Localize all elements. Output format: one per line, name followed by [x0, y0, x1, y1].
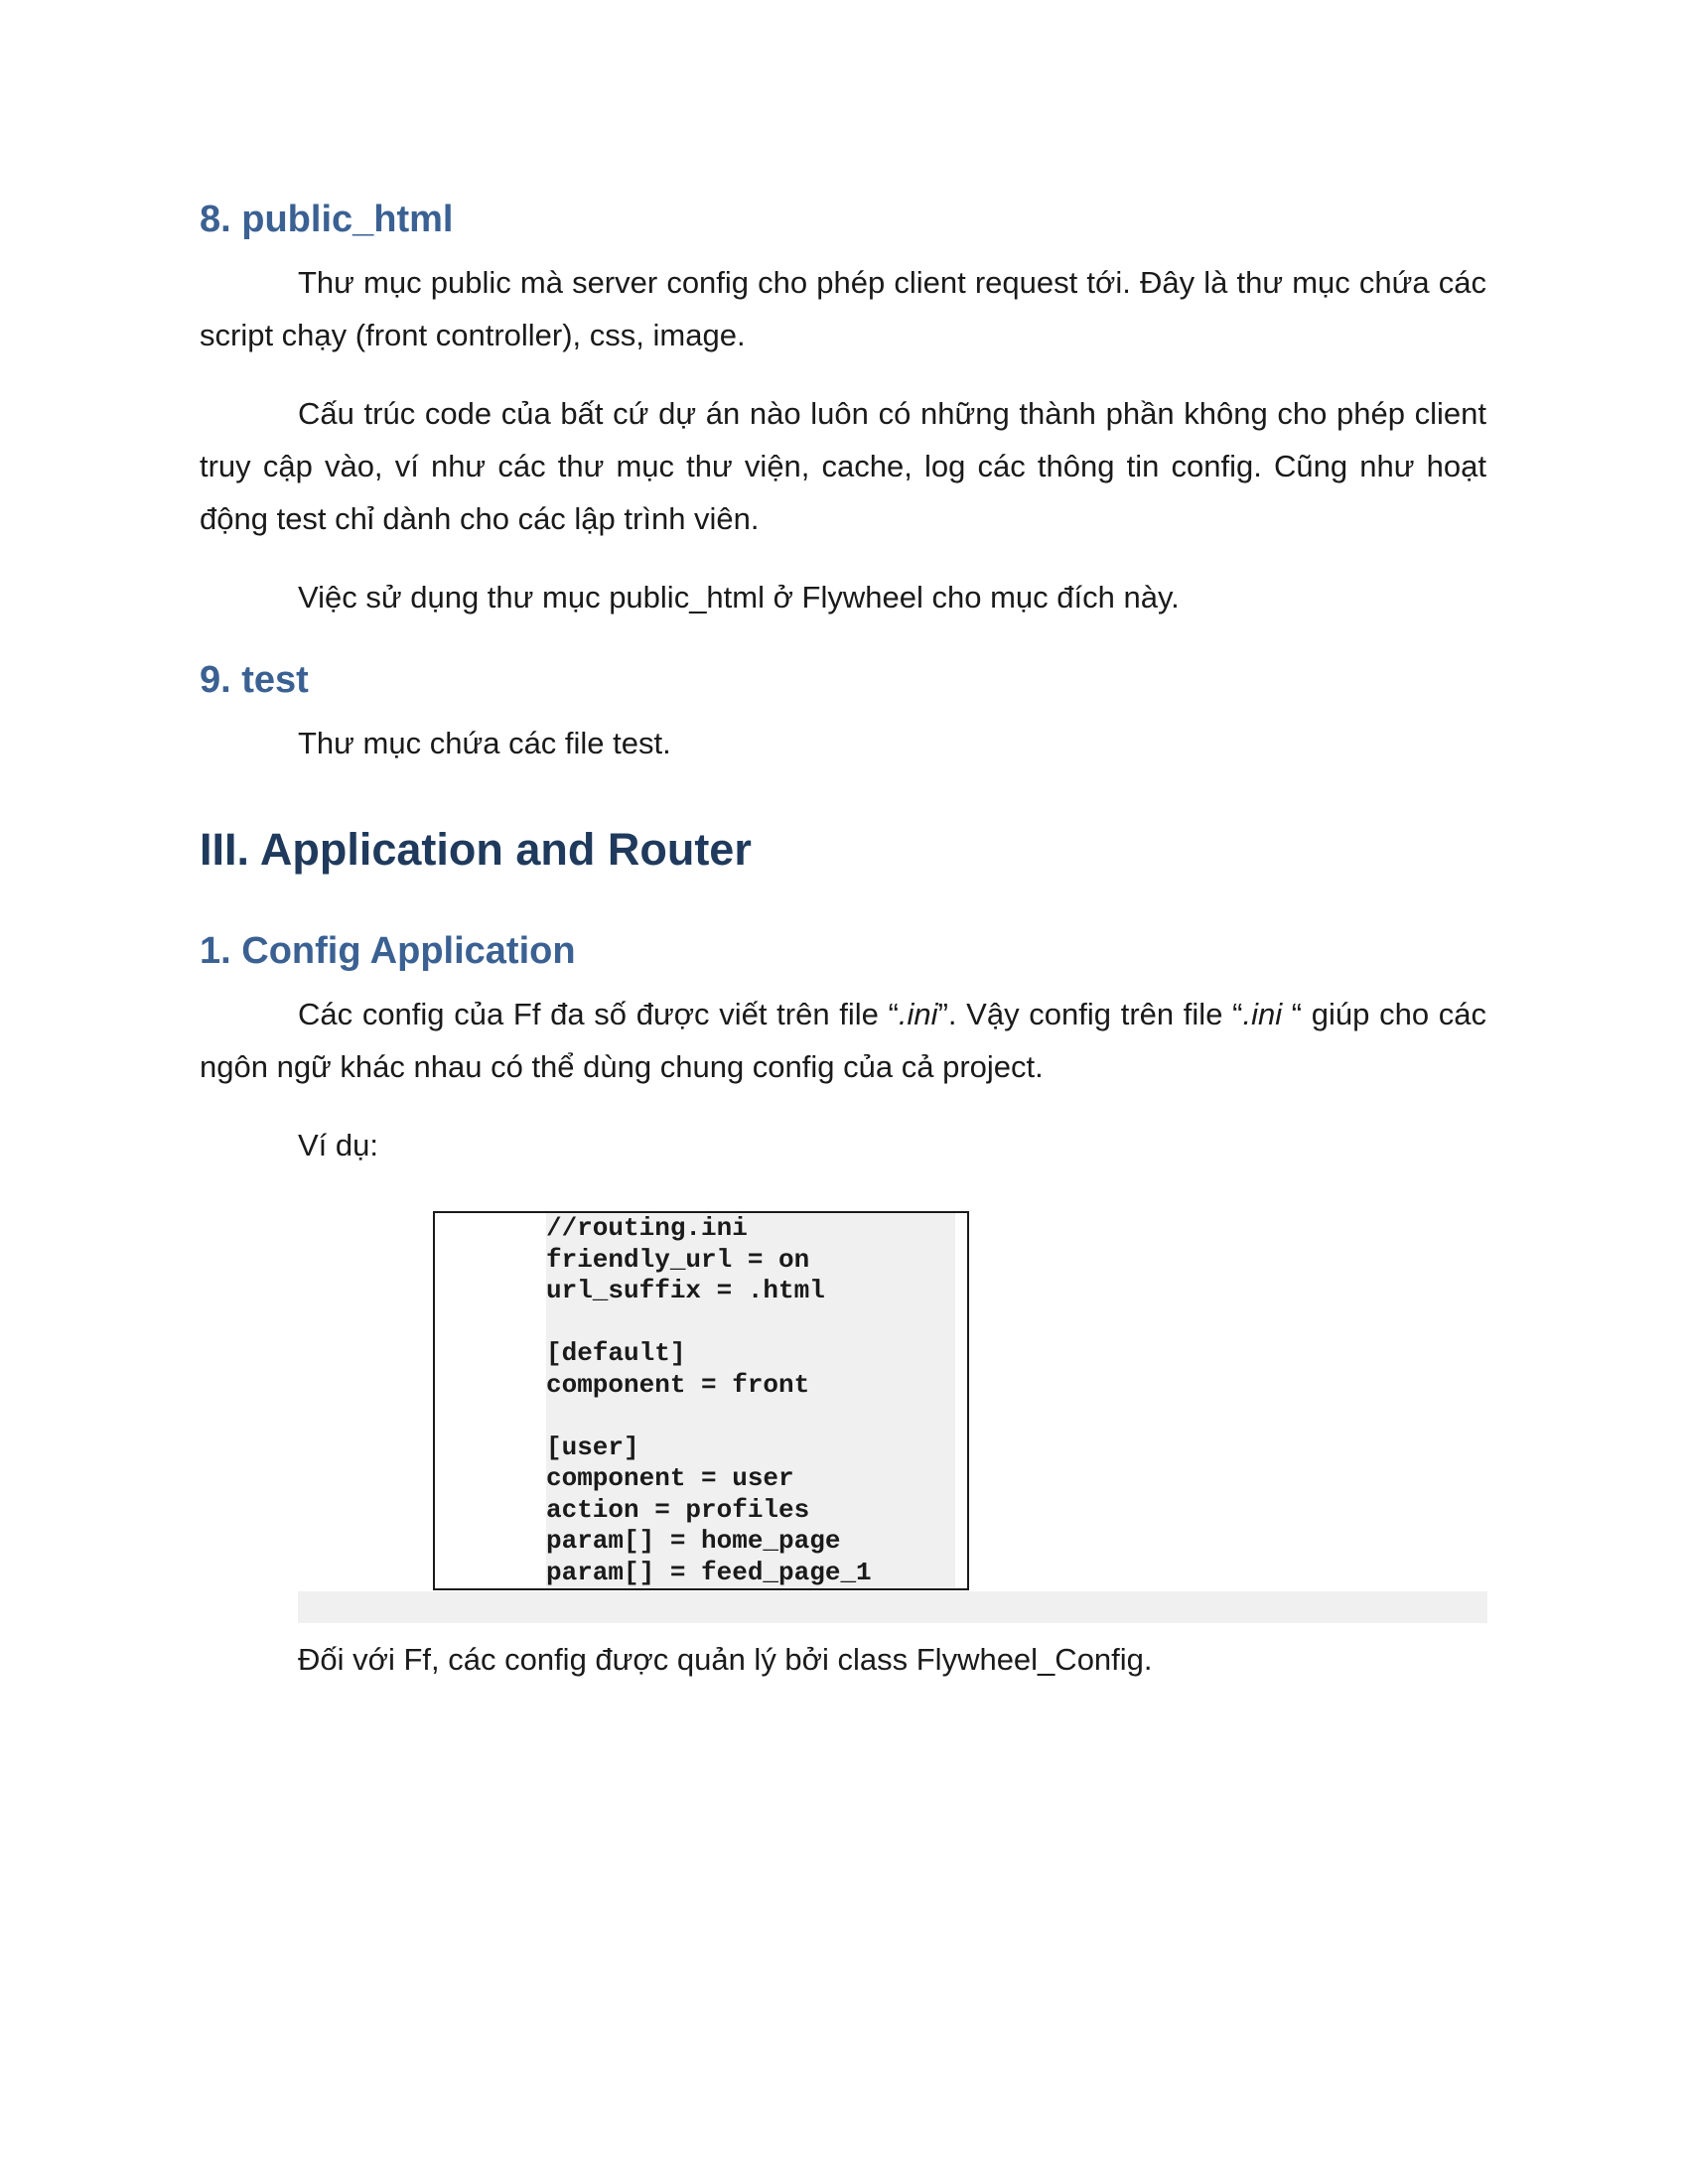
code-line: param[] = feed_page_1 — [546, 1557, 872, 1587]
code-block-shade — [298, 1591, 1487, 1623]
heading-application-router: III. Application and Router — [200, 824, 752, 875]
code-block — [433, 1211, 969, 1590]
code-line — [546, 1401, 955, 1433]
paragraph-public-html-purpose: Thư mục public mà server config cho phép client request tới. Đây là thư mục chứa các script chạy (front controller), css, image. — [200, 265, 1486, 352]
code-line: friendly_url = on — [546, 1244, 810, 1275]
code-line: [user] — [546, 1432, 639, 1462]
code-block-body — [546, 1213, 955, 1588]
code-line: //routing.ini — [546, 1213, 748, 1243]
code-line: component = user — [546, 1463, 794, 1493]
code-line: action = profiles — [546, 1494, 810, 1525]
heading-config-application: 1. Config Application — [200, 930, 576, 972]
ini-extension-2: .ini — [1242, 997, 1283, 1031]
code-line: param[] = home_page — [546, 1526, 841, 1556]
code-line: url_suffix = .html — [546, 1276, 825, 1305]
paragraph-config-class: Đối với Ff, các config được quản lý bởi class Flywheel_Config. — [298, 1642, 1153, 1677]
code-line: [default] — [546, 1338, 686, 1368]
ini-extension-1: .ini — [898, 997, 938, 1031]
heading-test: 9. test — [200, 659, 309, 701]
config-intro-text-2: ”. Vậy config trên file “ — [937, 997, 1243, 1031]
paragraph-test-folder: Thư mục chứa các file test. — [298, 726, 671, 760]
heading-public-html: 8. public_html — [200, 199, 454, 240]
paragraph-code-structure: Cấu trúc code của bất cứ dự án nào luôn có những thành phần không cho phép client truy cập vào, ví như các thư mục thư viện, cache, log các thông tin config. Cũng như hoạt động test chỉ dành cho các lập trình viên. — [200, 396, 1486, 536]
config-intro-text-1: Các config của Ff đa số được viết trên file “ — [298, 997, 899, 1031]
paragraph-config-intro — [200, 988, 1486, 1093]
code-line: component = front — [546, 1369, 810, 1400]
code-line — [546, 1307, 955, 1339]
example-label: Ví dụ: — [298, 1128, 378, 1162]
paragraph-public-html-usage: Việc sử dụng thư mục public_html ở Flywheel cho mục đích này. — [298, 580, 1180, 614]
config-intro-text-3: “ giúp cho các ngôn ngữ khác nhau có thể dùng chung config của cả project. — [200, 997, 1486, 1084]
